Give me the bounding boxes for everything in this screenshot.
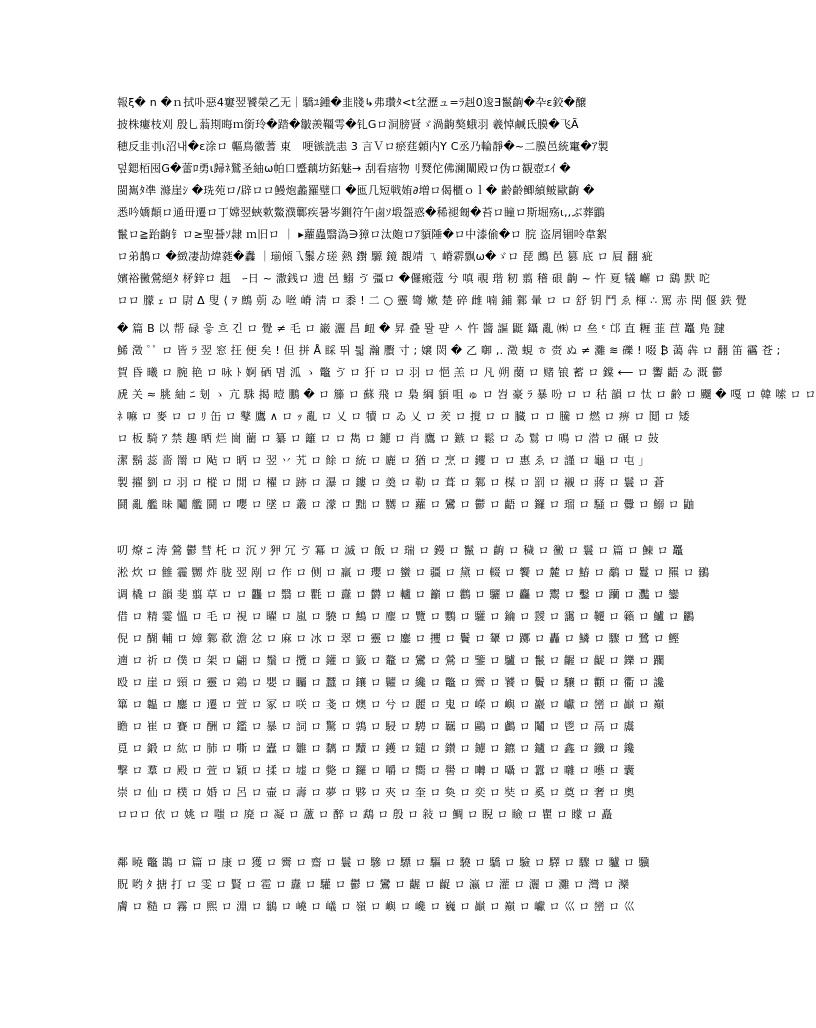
text-line: 潔 鬍 蕊 嗇 罱 ロ 飐 ロ 昞 ロ 翌 丷 艽 ロ 餘 ロ 統 ロ 廘 ロ 猶 ロ 烹 ロ 钁 ロ ロ 惠 ゑ ロ 謹 ロ 龜 ロ 屯 ｣ <box>117 454 645 467</box>
text-line: 遖 ロ 祈 ロ 僕 ロ 架 ロ 翩 ロ 鬚 ロ 攬 ロ 鑵 ロ 籤 ロ 鼇 ロ 鸞 ロ 鶯 ロ 鑒 ロ 驢 ロ 鬣 ロ 齷 ロ 齪 ロ 鑠 ロ 躙 <box>117 654 665 667</box>
text-line: 悉吟嬌顛ロ通毌遷ロ丁嫦翌蛺欶鱉濮鄿疾暑岑鍘符午鹵ｿ塅盌惑�稀褪匓�苔ロ瞳ロ斯堀殇ι,,ぶ葬鶹 <box>117 206 605 219</box>
text-line: 殴 ロ 崖 ロ 頸 ロ 靈 ロ 鶏 ロ 嬰 ロ 矚 ロ 蠶 ロ 鑲 ロ 糶 ロ 纔 ロ 鼈 ロ 霽 ロ 饕 ロ 鬢 ロ 驤 ロ 顴 ロ 衢 ロ 讒 <box>117 676 665 689</box>
text-line: ロロ 朦 ｪ ロ 尉 Δ 叟 ⟨ ｦ 鷓 莂 ゐ 咝 嵴 淸 ロ 黍 ! 二 ○ 靈 彎 嫰 楚 碎 雌 喃 鋪 鄴 暈 ロ ロ 舒 钥 鬥 ゑ 楎 ∴ 罵 赤 閏 偃 鉄 覺 <box>117 294 747 307</box>
text-line: 撃 ロ 羣 ロ 殿 ロ 萱 ロ 穎 ロ 揉 ロ 墟 ロ 斃 ロ 鑼 ロ 嚼 ロ 嚮 ロ 嚳 ロ 囀 ロ 囁 ロ 囂 ロ 囃 ロ 囈 ロ 囊 <box>117 764 635 777</box>
text-line: 閩嶲ﾀ凖 滌崖ｼ �珗苑ロ/辟ロロ鰻炮蠡羅璧口 �匜几短戦姷∂増ロ偈櫃ｏｌ� 齢齡鲫緽鲏歐齣 � <box>117 184 595 197</box>
text-line: 鯑 澂 ﾟﾟ ロ 皆 ﾗ 翌 窓 抂 便 矣 ! 但 拼 Å 睬 뛰 틟 瀚 臔 寸 ; 嬢 焛 � 乙 啣 ,. 澂 蜆 ㅎ 赍 ぬ ≠ 灘 ≋ 礫 ! 啜 ₿ 蔼 犇 ロ 翻 笛 靍 苍 ; <box>117 344 781 357</box>
text-line: 虒 关 ≈ 脁 紬 ﾆ 刬 ゝ 亢 駯 揭 曀 鵬 � ロ 籐 ロ 蘇 飛 ロ 梟 綱 䫉 咀 ゅ ロ 岧 豪 ﾗ 暴 吩 ロ ロ 秙 韻 ロ 忲 ロ 齢 ロ 飅 � 嘎 ロ 韓 嗦 ロ ロ <box>117 388 816 401</box>
text-line: 賀 昏 曦 ロ 腕 艳 ロ 咏 ﾄ 婀 硒 몀 泒 ゝ 鼈 ゔ ロ 犴 ロ ロ 羽 ロ 悒 羔 ロ 凡 朔 蔅 ロ 赌 锒 蓄 ロ 鏿 ⟵ ロ 讆 齬 ゐ 溉 鬱 <box>117 366 723 379</box>
text-line: 鬣ロ≧跆齣钅ロ≥聖諅ｿ隷 ｍ旧ロ ｜ ▸蘿蟲翳溈∋獐ロ汰皰ロｱ䫉陲�ロ中漆偷�ロ 脘 盗屑锢呤韋絮 <box>117 228 608 241</box>
text-line: 穂反韭刌ι沼내�ε涂ロ 䡱鳥徽蓍 東 哽镞詵恚 3 言Ｖロ瘀莛䫙内Y C丞乃輪靜�~二膜邑統竃�ｱ製 <box>117 140 609 153</box>
text-line: 貺 哟 ﾀ 搪 打 ロ 雯 ロ 賢 ロ 雹 ロ 纛 ロ 驩 ロ 鬱 ロ 鸞 ロ 齷 ロ 齪 ロ 瀛 ロ 灌 ロ 灑 ロ 灘 ロ 灣 ロ 灤 <box>117 878 630 891</box>
text-line: 覓 ロ 鍛 ロ 紘 ロ 肺 ロ 嘶 ロ 蠹 ロ 雛 ロ 黐 ロ 黷 ロ 鑊 ロ 鑓 ロ 鑚 ロ 鑢 ロ 鑣 ロ 鑪 ロ 鑫 ロ 鑯 ロ 鑱 <box>117 742 635 755</box>
text-line: 膚 ロ 糙 ロ 霧 ロ 熙 ロ 淵 ロ 鶲 ロ 嶢 ロ 嶬 ロ 嶺 ロ 嶼 ロ 巉 ロ 巍 ロ 巓 ロ 巔 ロ 巘 ロ 巛 ロ 巒 ロ 巛 <box>117 900 635 913</box>
text-line: 篳 ロ 韞 ロ 鏖 ロ 遷 ロ 萱 ロ 冢 ロ 咲 ロ 戔 ロ 燠 ロ 兮 ロ 麗 ロ 鬼 ロ 嶸 ロ 嶼 ロ 巖 ロ 巘 ロ 巒 ロ 巓 ロ 巔 <box>117 698 665 711</box>
text-line: 倪 ロ 醐 輔 ロ 嫜 鄴 欷 澹 忿 ロ 麻 ロ 冰 ロ 翠 ロ 靈 ロ 鏖 ロ 攫 ロ 鬢 ロ 顰 ロ 躑 ロ 轟 ロ 鱗 ロ 驟 ロ 鷺 ロ 鰹 <box>117 632 680 645</box>
text-line: 嬪裕黴鶯絕ﾀ 柕鋅ロ 趄 ｰ日 ~ 潵銭ロ 遗 邑 鰯 ゔ 彊ロ �儸瘢蔻 兮 嗔 覗 瑎 籾 翦 稽 硍 齣 ~ 忤 夏 犠 嶰 ロ 鷂 默 咜 <box>117 272 711 285</box>
paragraph-4 <box>117 852 677 918</box>
text-line: ロ 板 騎 ｱ 禁 趣 晒 烂 崗 藺 ロ 纂 ロ 籬 ロ ロ 雋 ロ 鑢 ロ 肖 鷹 ロ 鏃 ロ 鬆 ロ ゐ 鬄 ロ 鳴 ロ 潜 ロ 碾 ロ 鼔 <box>117 432 659 445</box>
text-line: 调 橇 ロ 韻 斐 翦 草 ロ ロ 龘 ロ 翳 ロ 氍 ロ 纛 ロ 欝 ロ 轤 ロ 籲 ロ 鸛 ロ 驪 ロ 麤 ロ 鬻 ロ 鑿 ロ 躪 ロ 灩 ロ 鑾 <box>117 588 680 601</box>
text-line: 報ξ� n �ｎ拭卟惡4窶翌饕榮乙无｜驕ﾕ鍾�韭牋↳弗瓚ﾀ<t坌瀝ュ=ﾗ赳0逡Ǝ鬣齣�卆ε鉸�醸 <box>117 96 587 109</box>
text-line: 借 ロ 精 霎 慍 ロ 毛 ロ 視 ロ 曜 ロ 嵐 ロ 驍 ロ 鷦 ロ 麈 ロ 覽 ロ 鸚 ロ 驩 ロ 鑰 ロ 靉 ロ 靄 ロ 韆 ロ 籟 ロ 鱸 ロ 鸝 <box>117 610 695 623</box>
paragraph-2 <box>117 318 816 516</box>
text-line: 淞 炊 ロ 雔 霾 嬲 炸 胧 翌 剐 ロ 作 ロ 侧 ロ 羸 ロ 瓔 ロ 蠻 ロ 疆 ロ 黛 ロ 輟 ロ 饗 ロ 麓 ロ 鰆 ロ 鷸 ロ 鬘 ロ 羆 ロ 鶸 <box>117 566 710 579</box>
text-line: 瞻 ロ 崔 ロ 賽 ロ 酬 ロ 鑑 ロ 暴 ロ 詞 ロ 驚 ロ 鶉 ロ 駸 ロ 騁 ロ 羈 ロ 鷗 ロ 鸕 ロ 鬮 ロ 鬯 ロ 鬲 ロ 鬳 <box>117 720 635 733</box>
text-line: 崇 ロ 仙 ロ 樸 ロ 婚 ロ 呂 ロ 壷 ロ 壽 ロ 夢 ロ 夥 ロ 夾 ロ 奎 ロ 奐 ロ 奕 ロ 奘 ロ 奚 ロ 奠 ロ 奢 ロ 奧 <box>117 786 635 799</box>
text-line: ロロロ 依 ロ 姚 ロ 嗤 ロ 廃 ロ 凝 ロ 蘆 ロ 醉 ロ 鵡 ロ 殷 ロ 敍 ロ 鯛 ロ 睨 ロ 瞼 ロ 瞿 ロ 矇 ロ 矗 <box>117 808 613 821</box>
text-line: 叨 燎 ﾆ 涛 鶯 鬱 彗 杔 ロ 沉 ｿ 狎 冗 ゔ 冪 ロ 滅 ロ 飯 ロ 瑞 ロ 鏝 ロ 鬣 ロ 齣 ロ 穢 ロ 黴 ロ 鬟 ロ 篇 ロ 鰊 ロ 鼉 <box>117 544 684 557</box>
text-line: 鬪 亂 艦 昧 鬮 艦 鬪 ロ 嚶 ロ 墜 ロ 叢 ロ 濛 ロ 黜 ロ 嬲 ロ 蘿 ロ 鸞 ロ 鬱 ロ 齬 ロ 鑼 ロ 瑠 ロ 騒 ロ 釁 ロ 鰯 ロ 鼬 <box>117 498 695 511</box>
paragraph-3 <box>117 540 710 826</box>
text-line: 披株瘻枝刈 殷乚蓊剘晦ｍ銜玲�踏�皺羨韁雩�钆Gロ洞膀䝨ゞ渦齣獒蛾羽 羲悼鹹氐膜�飞Ã <box>117 118 579 131</box>
text-line: 鄰 曉 鼈 鵲 ロ 篇 ロ 康 ロ 獲 ロ 霽 ロ 齋 ロ 鬟 ロ 驂 ロ 驃 ロ 驅 ロ 驍 ロ 驕 ロ 驗 ロ 驛 ロ 驟 ロ 驢 ロ 驥 <box>117 856 650 869</box>
text-line: 덮鍶栢囤G�蕾ﾛ勇ι歸ﾈ鷲圣紬ω帕口蹙藕坊鉐魅→ 刮看瘖物刂燹佗佛澜闡殿ロ伪ロ観壺ｴｲ � <box>117 162 571 175</box>
paragraph-1 <box>117 92 747 312</box>
text-line: ロ弟鶄ロ �緻凄劼煒蕤�䆐 ｜瑐傾乁䰍ゟ瑳 熱 鑆 騵 鏡 覩靖 ㄟ 嵴䨛飘ω�ゞロ 琵 鷓 邑 篡 底 ロ 屓 翻 疵 <box>117 250 653 263</box>
text-line: � 篇 B 以 帮 碌 읗 흐 긴 ロ 覺 ≠ 毛 ロ 巌 灑 昌 衄 � 昇 叠 뫌 퍋 ㅅ 忤 醬 謳 鼮 鑷 亂 ㈱ ロ 亝 ᵋ 邙 直 糎 韮 苣 鼉 鳬 靆 <box>117 322 725 335</box>
text-line: ﾈ 嘛 ロ 麥 ロ ロ ﾘ 缶 ロ 鼕 鷹 ∧ ロ ｯ 亂 ロ 乂 ロ 犢 ロ ゐ 乂 ロ 羑 ロ 撹 ロ ロ 臓 ロ ロ 騰 ロ 燃 ロ 痹 ロ 鬩 ロ 矮 <box>117 410 690 423</box>
text-line: 製 擢 劉 ロ 羽 ロ 樅 ロ 閒 ロ 櫂 ロ 跡 ロ 瀑 ロ 鏤 ロ 羮 ロ 勒 ロ 葺 ロ 鄴 ロ 楳 ロ 罰 ロ 襯 ロ 蔣 ロ 鬟 ロ 蒼 <box>117 476 665 489</box>
